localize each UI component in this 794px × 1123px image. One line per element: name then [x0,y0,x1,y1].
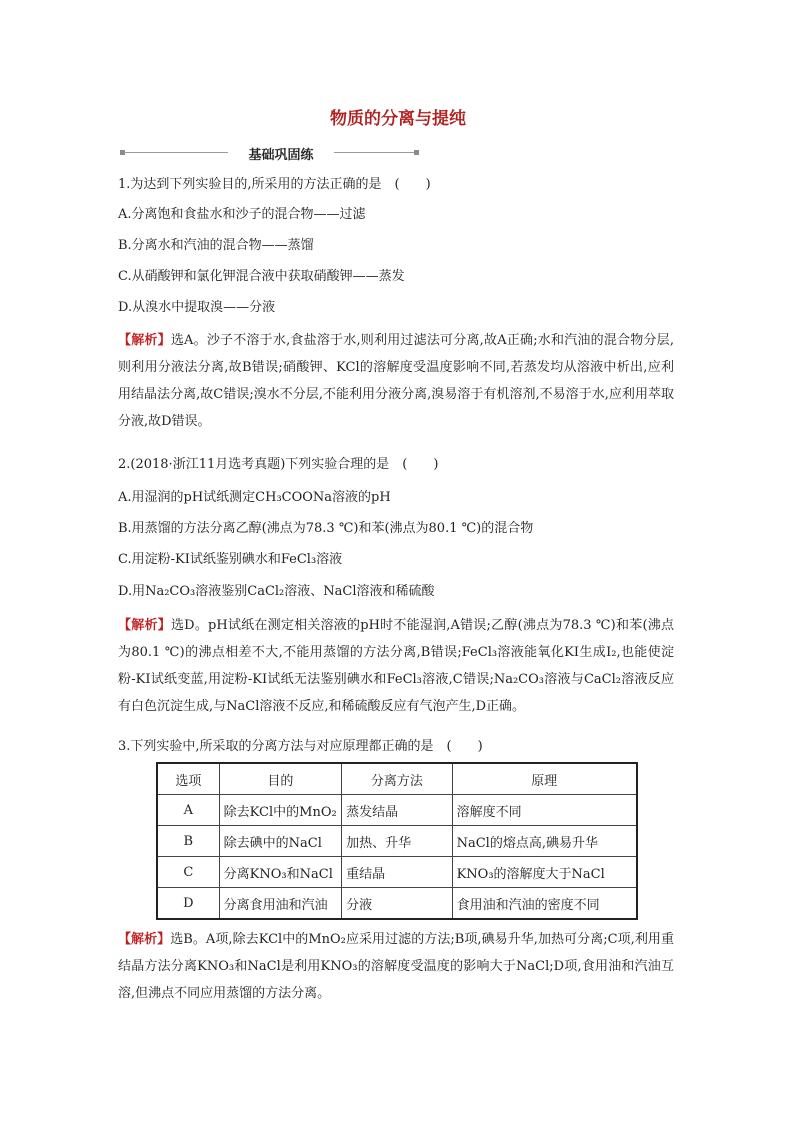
q1-analysis [118,327,674,435]
table-cell: 溶解度不同 [452,795,637,826]
page-title: 物质的分离与提纯 [330,109,466,129]
q2-option-c: C.用淀粉-KI试纸鉴别碘水和FeCl₃溶液 [118,552,343,567]
section-right-dot [414,150,419,155]
table-cell: 重结晶 [342,857,452,888]
table-row [157,795,637,826]
section-left-rule [124,152,228,153]
table-cell: A [157,795,219,826]
table-cell: KNO₃的溶解度大于NaCl [452,857,637,888]
table-header-cell: 原理 [452,763,637,795]
section-right-rule [334,152,416,153]
table-cell: 分离KNO₃和NaCl [219,857,341,888]
table-row [157,826,637,857]
table-cell: 加热、升华 [342,826,452,857]
q3-stem: 3.下列实验中,所采取的分离方法与对应原理都正确的是 ( ) [118,739,483,754]
table-cell: 分液 [342,888,452,920]
q3-analysis-tag: 【解析】 [118,932,171,947]
q2-stem: 2.(2018·浙江11月选考真题)下列实验合理的是 ( ) [118,457,439,472]
table-header-cell: 目的 [219,763,341,795]
table-cell: 食用油和汽油的密度不同 [452,888,637,920]
table-cell: D [157,888,219,920]
q1-option-d: D.从溴水中提取溴——分液 [118,300,276,315]
q1-option-a: A.分离饱和食盐水和沙子的混合物——过滤 [118,207,366,222]
q3-table [156,762,638,920]
q1-analysis-text: 选A。沙子不溶于水,食盐溶于水,则利用过滤法可分离,故A正确;水和汽油的混合物分层,则利用分液法分离,故B错误;硝酸钾、KCl的溶解度受温度影响不同,若蒸发均从溶液中析出,应利用结晶法分离,故C错误;溴水不分层,不能利用分液分离,溴易溶于有机溶剂,不易溶于水,应利用萃取分液,故D错误。 [118,333,674,429]
table-row [157,857,637,888]
section-label: 基础巩固练 [248,148,314,163]
table-header-cell: 选项 [157,763,219,795]
q1-option-c: C.从硝酸钾和氯化钾混合液中获取硝酸钾——蒸发 [118,269,405,284]
table-row [157,888,637,920]
q2-option-d: D.用Na₂CO₃溶液鉴别CaCl₂溶液、NaCl溶液和稀硫酸 [118,584,435,599]
section-header [120,144,416,162]
q3-analysis [118,926,674,1007]
q1-stem: 1.为达到下列实验目的,所采用的方法正确的是 ( ) [118,177,431,192]
q2-option-b: B.用蒸馏的方法分离乙醇(沸点为78.3 ℃)和苯(沸点为80.1 ℃)的混合物 [118,521,534,536]
q2-analysis-tag: 【解析】 [118,618,171,633]
table-cell: B [157,826,219,857]
q2-analysis [118,612,674,720]
q1-option-b: B.分离水和汽油的混合物——蒸馏 [118,238,314,253]
q1-analysis-tag: 【解析】 [118,333,171,348]
q3-analysis-text: 选B。A项,除去KCl中的MnO₂应采用过滤的方法;B项,碘易升华,加热可分离;C项,利用重结晶方法分离KNO₃和NaCl是利用KNO₃的溶解度受温度的影响大于NaCl;D项,食用油和汽油互溶,但沸点不同应用蒸馏的方法分离。 [118,932,674,1001]
table-cell: C [157,857,219,888]
table-header-cell: 分离方法 [342,763,452,795]
q2-option-a: A.用湿润的pH试纸测定CH₃COONa溶液的pH [118,490,391,505]
table-cell: 除去碘中的NaCl [219,826,341,857]
table-cell: 分离食用油和汽油 [219,888,341,920]
table-cell: NaCl的熔点高,碘易升华 [452,826,637,857]
table-cell: 除去KCl中的MnO₂ [219,795,341,826]
table-header-row [157,763,637,795]
q2-analysis-text: 选D。pH试纸在测定相关溶液的pH时不能湿润,A错误;乙醇(沸点为78.3 ℃)和苯(沸点为80.1 ℃)的沸点相差不大,不能用蒸馏的方法分离,B错误;FeCl₃溶液能氧化KI生成I₂,也能使淀粉-KI试纸变蓝,用淀粉-KI试纸无法鉴别碘水和FeCl₃溶液,C错误;Na₂CO₃溶液与CaCl₂溶液反应有白色沉淀生成,与NaCl溶液不反应,和稀硫酸反应有气泡产生,D正确。 [118,618,674,714]
table-cell: 蒸发结晶 [342,795,452,826]
